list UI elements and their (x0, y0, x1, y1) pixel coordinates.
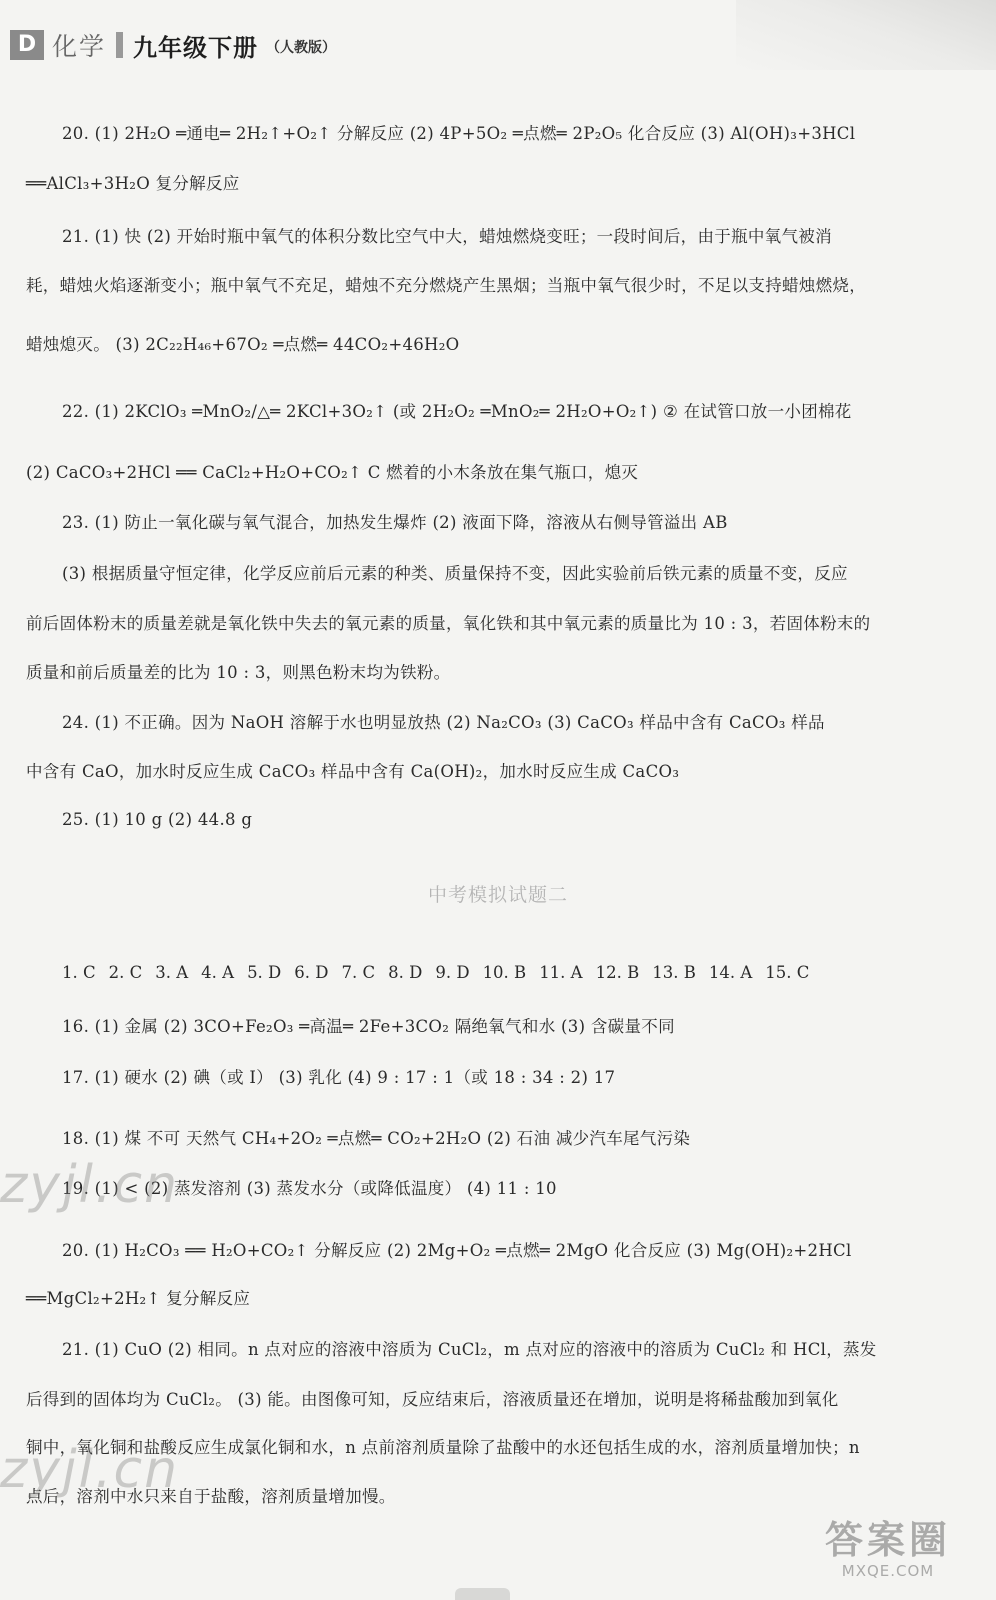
mcq-answer: 8. D (388, 963, 423, 982)
mcq-answer: 9. D (435, 963, 470, 982)
mcq-answer: 11. A (539, 963, 583, 982)
watermark-url: MXQE.COM (841, 1562, 935, 1580)
answer-line: 22. (1) 2KClO₃ ═MnO₂/△═ 2KCl+3O₂↑ (或 2H₂O₂ ═MnO₂═ 2H₂O+O₂↑) ② 在试管口放一小团棉花 (62, 402, 852, 421)
answer-line: 铜中，氧化铜和盐酸反应生成氯化铜和水，n 点前溶剂质量除了盐酸中的水还包括生成的水，溶剂质量增加快；n (26, 1438, 860, 1457)
answer-line: 16. (1) 金属 (2) 3CO+Fe₂O₃ ═高温═ 2Fe+3CO₂ 隔绝氧气和水 (3) 含碳量不同 (62, 1017, 675, 1036)
mcq-answer: 1. C (62, 963, 96, 982)
answer-line: 质量和前后质量差的比为 10 : 3，则黑色粉末均为铁粉。 (26, 663, 451, 682)
answer-line: 后得到的固体均为 CuCl₂。 (3) 能。由图像可知，反应结束后，溶液质量还在增加，说明是将稀盐酸加到氧化 (26, 1390, 839, 1409)
answer-line: (3) 根据质量守恒定律，化学反应前后元素的种类、质量保持不变，因此实验前后铁元素的质量不变，反应 (62, 564, 848, 583)
mcq-answer: 13. B (652, 963, 696, 982)
answer-line: 点后，溶剂中水只来自于盐酸，溶剂质量增加慢。 (26, 1487, 396, 1506)
page-corner-shadow (736, 0, 996, 70)
answer-line: 18. (1) 煤 不可 天然气 CH₄+2O₂ ═点燃═ CO₂+2H₂O (2) 石油 减少汽车尾气污染 (62, 1129, 691, 1148)
answer-line: ══AlCl₃+3H₂O 复分解反应 (26, 174, 240, 193)
answer-line: 蜡烛熄灭。 (3) 2C₂₂H₄₆+67O₂ ═点燃═ 44CO₂+46H₂O (26, 335, 460, 354)
section-badge: D (10, 30, 44, 60)
answer-line: 耗，蜡烛火焰逐渐变小；瓶中氧气不充足，蜡烛不充分燃烧产生黑烟；当瓶中氧气很少时，不足以支持蜡烛燃烧， (26, 276, 866, 295)
mcq-answer: 12. B (595, 963, 640, 982)
mcq-answer: 14. A (708, 963, 753, 982)
grade-label: 九年级下册 (133, 33, 259, 62)
edition-label: （人教版） (266, 40, 337, 56)
answer-line: 前后固体粉末的质量差就是氧化铁中失去的氧元素的质量，氧化铁和其中氧元素的质量比为 10 : 3，若固体粉末的 (26, 614, 871, 633)
mcq-answer: 7. C (341, 963, 376, 982)
mcq-answer: 6. D (294, 963, 329, 982)
watermark-badge (798, 1518, 978, 1588)
subject-label: 化学 (52, 32, 107, 61)
watermark-logo: zyjl.cn (0, 1440, 180, 1500)
mcq-answer: 2. C (108, 963, 143, 982)
multiple-choice-answers (62, 963, 956, 982)
answer-line: 19. (1) < (2) 蒸发溶剂 (3) 蒸发水分（或降低温度） (4) 11 : 10 (62, 1179, 557, 1198)
page-header (10, 28, 336, 62)
watermark-logo: zyjl.cn (0, 1155, 180, 1215)
mcq-answer: 10. B (482, 963, 527, 982)
answer-line: ══MgCl₂+2H₂↑ 复分解反应 (26, 1289, 251, 1308)
mcq-answer: 4. A (201, 963, 235, 982)
answer-line: 23. (1) 防止一氧化碳与氧气混合，加热发生爆炸 (2) 液面下降，溶液从右侧导管溢出 AB (62, 513, 728, 532)
watermark-title: 答案圈 (824, 1518, 951, 1562)
header-divider (116, 32, 123, 58)
mcq-answer: 15. C (765, 963, 810, 982)
answer-line: 24. (1) 不正确。因为 NaOH 溶解于水也明显放热 (2) Na₂CO₃ (3) CaCO₃ 样品中含有 CaCO₃ 样品 (62, 713, 825, 732)
answer-line: 25. (1) 10 g (2) 44.8 g (62, 810, 253, 829)
answer-line: 中含有 CaO，加水时反应生成 CaCO₃ 样品中含有 Ca(OH)₂，加水时反应生成 CaCO₃ (26, 762, 680, 781)
answer-line: 21. (1) CuO (2) 相同。n 点对应的溶液中溶质为 CuCl₂，m 点对应的溶液中的溶质为 CuCl₂ 和 HCl，蒸发 (62, 1340, 877, 1359)
answer-line: 20. (1) 2H₂O ═通电═ 2H₂↑+O₂↑ 分解反应 (2) 4P+5O₂ ═点燃═ 2P₂O₅ 化合反应 (3) Al(OH)₃+3HCl (62, 124, 856, 143)
answer-line: 20. (1) H₂CO₃ ══ H₂O+CO₂↑ 分解反应 (2) 2Mg+O₂ ═点燃═ 2MgO 化合反应 (3) Mg(OH)₂+2HCl (62, 1241, 852, 1260)
mcq-answer: 5. D (247, 963, 282, 982)
mcq-answer: 3. A (155, 963, 189, 982)
page-number-tab (455, 1588, 510, 1600)
answer-line: 21. (1) 快 (2) 开始时瓶中氧气的体积分数比空气中大，蜡烛燃烧变旺；一段时间后，由于瓶中氧气被消 (62, 227, 832, 246)
section-title: 中考模拟试题二 (427, 884, 568, 906)
answer-line: 17. (1) 硬水 (2) 碘（或 I） (3) 乳化 (4) 9 : 17 : 1（或 18 : 34 : 2) 17 (62, 1068, 616, 1087)
answer-line: (2) CaCO₃+2HCl ══ CaCl₂+H₂O+CO₂↑ C 燃着的小木条放在集气瓶口，熄灭 (26, 463, 639, 482)
